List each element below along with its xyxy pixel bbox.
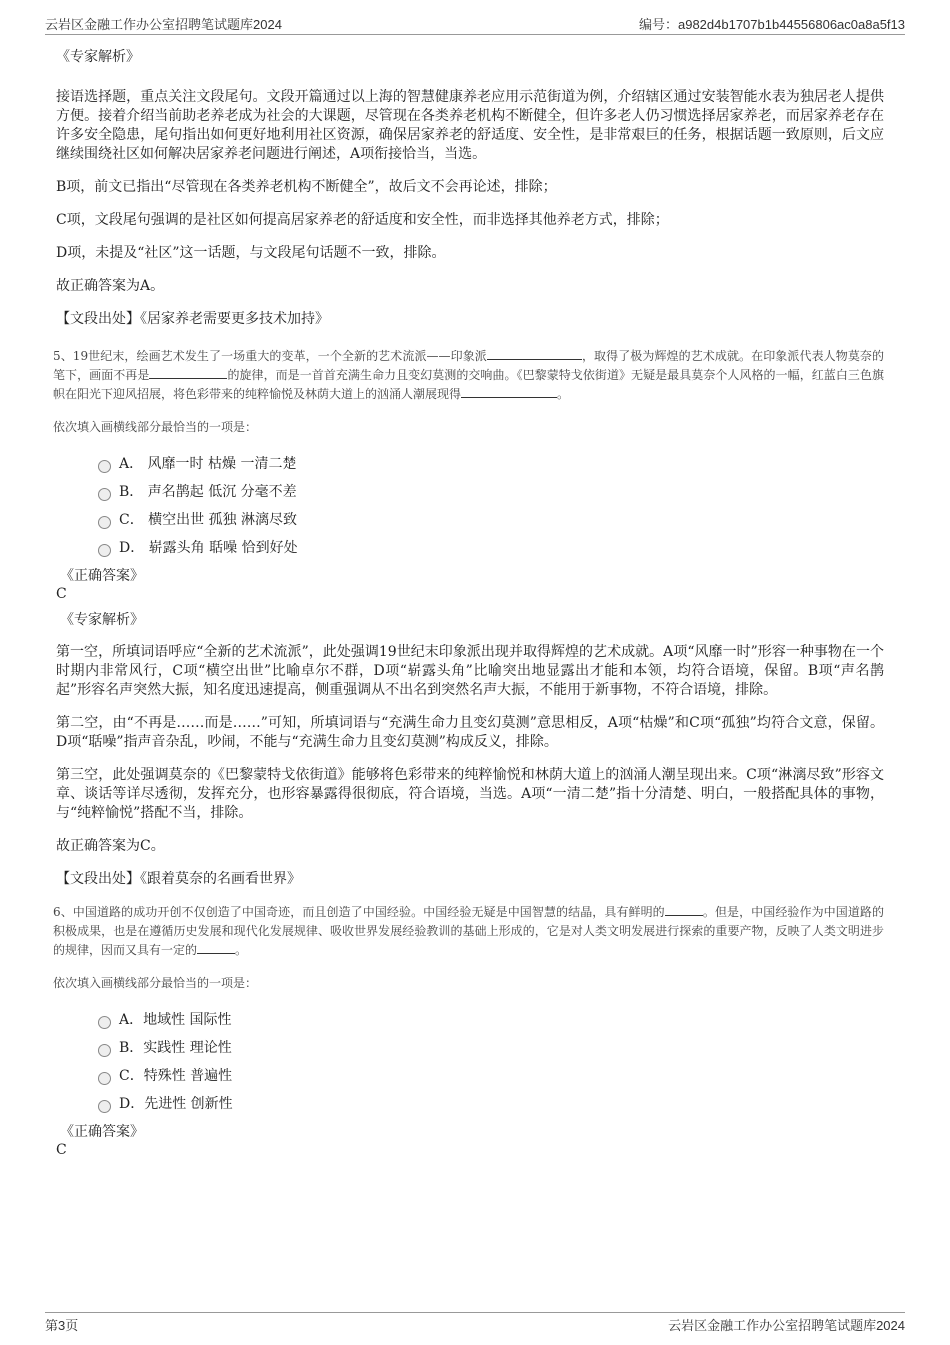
q5-blank-1 — [487, 347, 582, 360]
q4-analysis-p3: C项，文段尾句强调的是社区如何提高居家养老的舒适度和安全性，而非选择其他养老方式，排除； — [56, 212, 669, 228]
q5-options — [98, 449, 884, 561]
q4-analysis-label: 《专家解析》 — [56, 49, 140, 65]
q4-source: 【文段出处】《居家养老需要更多技术加持》 — [56, 311, 329, 327]
q5-option-d[interactable]: D． 崭露头角 聒噪 恰到好处 — [98, 533, 884, 561]
q5-instruction: 依次填入画横线部分最恰当的一项是： — [53, 420, 258, 434]
q4-analysis-p5: 故正确答案为A。 — [56, 278, 165, 294]
q5-source: 【文段出处】《跟着莫奈的名画看世界》 — [56, 871, 301, 887]
q5-option-b[interactable]: B． 声名鹊起 低沉 分毫不差 — [98, 477, 884, 505]
q6-option-a[interactable]: A．地域性 国际性 — [98, 1005, 884, 1033]
q6-option-d[interactable]: D．先进性 创新性 — [98, 1089, 884, 1117]
radio-icon[interactable] — [98, 1100, 111, 1113]
q5-question: 5、19世纪末，绘画艺术发生了一场重大的变革，一个全新的艺术流派——印象派 ，取得了极为辉煌的艺术成就。在印象派代表人物莫奈的笔下，画面不再是 的旋律，而是一首首充满生命力且变幻莫测的交响曲。《巴黎蒙特戈依街道》无疑是最具莫奈个人风格的一幅，红蓝白三色旗帜在阳光下迎风招展，将色彩带来的纯粹愉悦及林荫大道上的汹涌人潮展现得 。 — [53, 349, 884, 401]
radio-icon[interactable] — [98, 516, 111, 529]
radio-icon[interactable] — [98, 460, 111, 473]
q5-analysis-p4: 故正确答案为C。 — [56, 838, 165, 854]
q5-blank-2 — [149, 366, 227, 379]
page-header — [45, 14, 905, 35]
q6-answer: C — [56, 1142, 67, 1158]
radio-icon[interactable] — [98, 1016, 111, 1029]
header-title: 云岩区金融工作办公室招聘笔试题库2024 — [45, 17, 282, 32]
q6-answer-label: 《正确答案》 — [60, 1124, 144, 1140]
q6-option-b[interactable]: B．实践性 理论性 — [98, 1033, 884, 1061]
q5-analysis-p3: 第三空，此处强调莫奈的《巴黎蒙特戈依街道》能够将色彩带来的纯粹愉悦和林荫大道上的汹涌人潮呈现出来。C项“淋漓尽致”形容文章、谈话等详尽透彻，发挥充分，也形容暴露得很彻底，符合语境，当选。A项“一清二楚”指十分清楚、明白，一般搭配具体的事物，与“纯粹愉悦”搭配不当，排除。 — [56, 767, 884, 821]
q6-instruction: 依次填入画横线部分最恰当的一项是： — [53, 976, 258, 990]
q4-analysis-p2: B项，前文已指出“尽管现在各类养老机构不断健全”，故后文不会再论述，排除； — [56, 179, 557, 195]
q6-option-c[interactable]: C．特殊性 普遍性 — [98, 1061, 884, 1089]
page-content — [53, 46, 884, 1159]
q5-analysis-label: 《专家解析》 — [60, 612, 144, 628]
q6-blank-1 — [665, 903, 703, 916]
radio-icon[interactable] — [98, 1072, 111, 1085]
radio-icon[interactable] — [98, 544, 111, 557]
q5-answer-label: 《正确答案》 — [60, 568, 144, 584]
footer-title: 云岩区金融工作办公室招聘笔试题库2024 — [668, 1318, 905, 1333]
q5-analysis-p1: 第一空，所填词语呼应“全新的艺术流派”，此处强调19世纪末印象派出现并取得辉煌的艺术成就。A项“风靡一时”形容一种事物在一个时期内非常风行，C项“横空出世”比喻卓尔不群，D项“崭露头角”比喻突出地显露出才能和本领，均符合语境，保留。B项“声名鹊起”形容名声突然大振，知名度迅速提高，侧重强调从不出名到突然名声大振，不能用于新事物，不符合语境，排除。 — [56, 644, 884, 698]
q5-analysis-p2: 第二空，由“不再是……而是……”可知，所填词语与“充满生命力且变幻莫测”意思相反，A项“枯燥”和C项“孤独”均符合文意，保留。D项“聒噪”指声音杂乱，吵闹，不能与“充满生命力且变幻莫测”构成反义，排除。 — [56, 715, 884, 750]
q6-options — [98, 1005, 884, 1117]
q6-blank-2 — [197, 941, 235, 954]
q4-analysis-p4: D项，未提及“社区”这一话题，与文段尾句话题不一致，排除。 — [56, 245, 446, 261]
q4-analysis-p1: 接语选择题，重点关注文段尾句。文段开篇通过以上海的智慧健康养老应用示范街道为例，介绍辖区通过安装智能水表为独居老人提供方便。接着介绍当前助老养老成为社会的大课题，尽管现在各类养老机构不断健全，但许多老人仍习惯选择居家养老，而居家养老存在许多安全隐患，尾句指出如何更好地利用社区资源，确保居家养老的舒适度、安全性，是非常艰巨的任务，根据话题一致原则，后文应继续围绕社区如何解决居家养老问题进行阐述，A项衔接恰当，当选。 — [56, 89, 884, 162]
q5-option-c[interactable]: C． 横空出世 孤独 淋漓尽致 — [98, 505, 884, 533]
q6-question: 6、中国道路的成功开创不仅创造了中国奇迹，而且创造了中国经验。中国经验无疑是中国智慧的结晶，具有鲜明的 。但是，中国经验作为中国道路的积极成果，也是在遵循历史发展和现代化发展规律、吸收世界发展经验教训的基础上形成的，它是对人类文明发展进行探索的重要产物，反映了人类文明进步的规律，因而又具有一定的 。 — [53, 905, 884, 957]
radio-icon[interactable] — [98, 1044, 111, 1057]
page-footer — [45, 1312, 905, 1335]
q5-option-a[interactable]: A． 风靡一时 枯燥 一清二楚 — [98, 449, 884, 477]
q5-answer: C — [56, 586, 67, 602]
footer-page-number: 第3页 — [45, 1318, 79, 1333]
radio-icon[interactable] — [98, 488, 111, 501]
q5-blank-3 — [461, 385, 557, 398]
header-code: 编号：a982d4b1707b1b44556806ac0a8a5f13 — [638, 17, 905, 32]
